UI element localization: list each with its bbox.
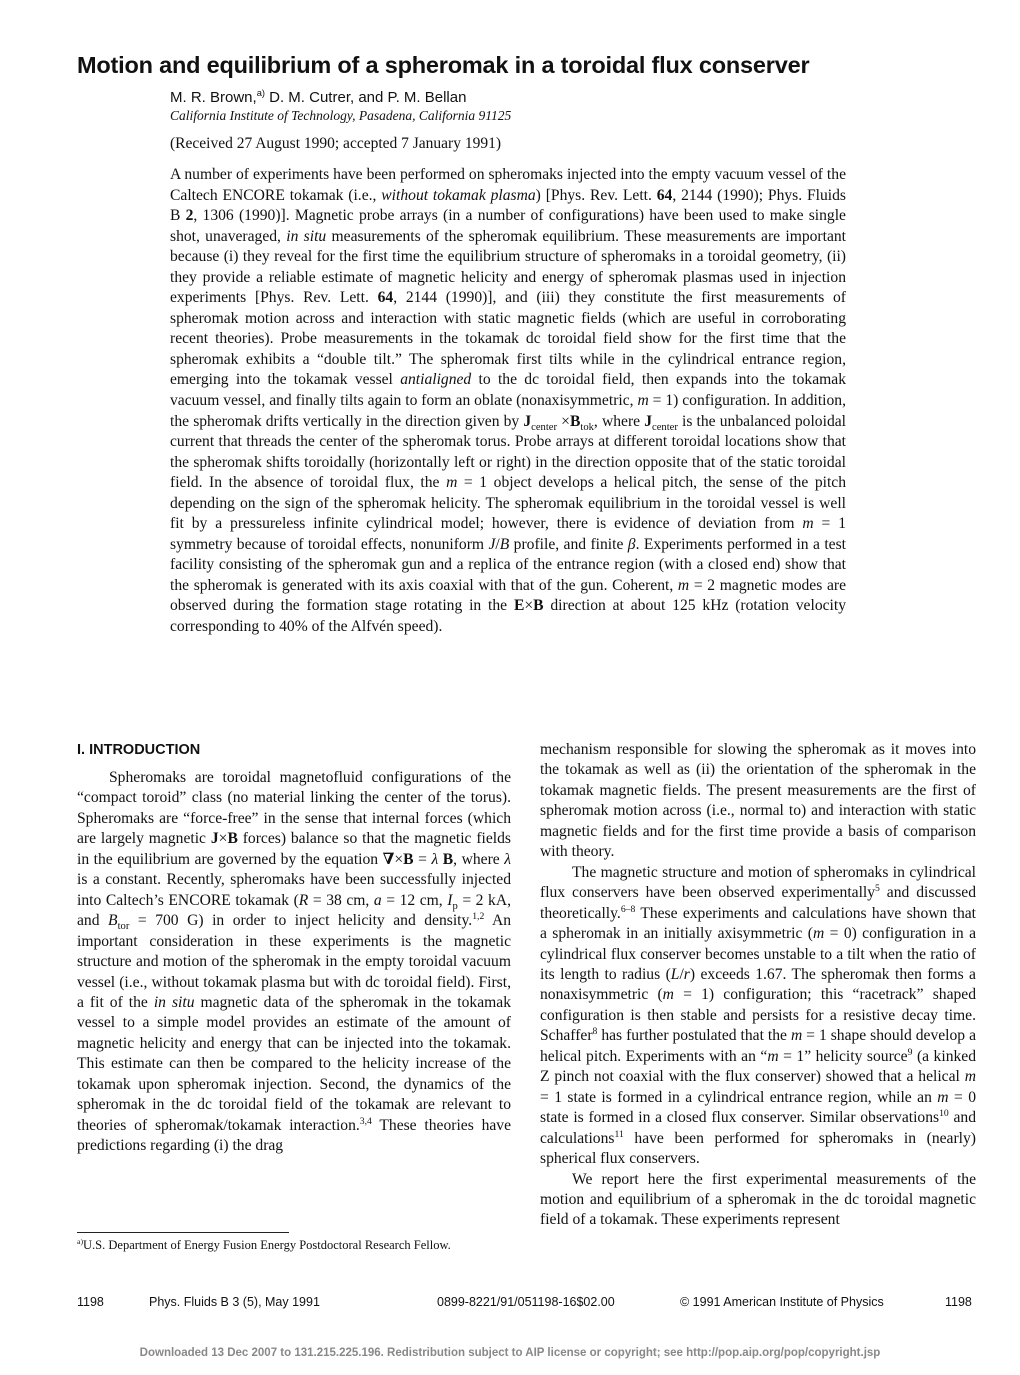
intro-paragraph: The magnetic structure and motion of spheromaks in cylindrical flux conservers have been observed experimentally$^5$ and discussed theoretically.$^{6-8}$ These experiments and calculations have shown that a spheromak in an initially axisymmetric (m = 0) configuration in a cylindrical flux conserver becomes unstable to a tilt when the ratio of its length to radius (L/r) exceeds 1.67. The spheromak then forms a nonaxisymmetric (m = 1) configuration; this “racetrack” shaped configuration is then stable and persists for a resistive decay time. Schaffer$^8$ has further postulated that the m = 1 shape should develop a helical pitch. Experiments with an “m = 1” helicity source$^9$ (a kinked Z pinch not coaxial with the flux conserver) showed that a helical m = 1 state is formed in a cylindrical entrance region, while an m = 0 state is formed in a closed flux conserver. Similar observations$^{10}$ and calculations$^{11}$ have been performed for spheromaks in (nearly) spherical flux conservers. [540, 863, 976, 1168]
author-footnote-mark: a) [256, 88, 265, 98]
received-dates: (Received 27 August 1990; accepted 7 January 1991) [170, 135, 502, 152]
paper-title: Motion and equilibrium of a spheromak in a toroidal flux conserver [77, 52, 810, 78]
affiliation: California Institute of Technology, Pasadena, California 91125 [170, 108, 512, 123]
author-list: M. R. Brown,$^{a)}$ D. M. Cutrer, and P. M. Bellan [170, 88, 467, 106]
left-column [77, 768, 511, 1157]
intro-paragraph-continued: mechanism responsible for slowing the spheromak as it moves into the tokamak as well as (ii) the orientation of the spheromak in the tokamak magnetic fields. The present measurements are the first of spheromak motion across (i.e., normal to) and interaction with static magnetic fields and for the first time provide a basis of comparison with theory. [540, 741, 976, 861]
intro-paragraph: We report here the first experimental measurements of the motion and equilibrium of a spheromak in the dc toroidal magnetic field of a tokamak. These experiments represent [540, 1170, 976, 1229]
download-notice: Downloaded 13 Dec 2007 to 131.215.225.196. Redistribution subject to AIP license or copyright; see http://pop.aip.org/pop/copyright.jsp [139, 1347, 881, 1359]
copyright-notice: © 1991 American Institute of Physics [680, 1295, 884, 1309]
section-heading: I. INTRODUCTION [77, 742, 201, 758]
right-column [540, 740, 976, 1231]
abstract: A number of experiments have been performed on spheromaks injected into the empty vacuum vessel of the Caltech ENCORE tokamak (i.e., without tokamak plasma) [Phys. Rev. Lett. 64, 2144 (1990); Phys. Fluids B 2, 1306 (1990)]. Magnetic probe arrays (in a number of configurations) have been used to make single shot, unaveraged, in situ measurements of the spheromak equilibrium. These measurements are important because (i) they reveal for the first time the equilibrium structure of spheromaks in a toroidal geometry, (ii) they provide a reliable estimate of magnetic helicity and energy of spheromak plasmas used in injection experiments [Phys. Rev. Lett. 64, 2144 (1990)], and (iii) they constitute the first measurements of spheromak motion across and interaction with static magnetic fields (which are useful in corroborating recent theories). Probe measurements in the tokamak dc toroidal field show for the first time that the spheromak exhibits a “double tilt.” The spheromak first tilts while in the cylindrical entrance region, emerging into the tokamak vessel antialigned to the dc toroidal field, then expands into the tokamak vacuum vessel, and finally tilts again to form an oblate (nonaxisymmetric, m = 1) configuration. In addition, the spheromak drifts vertically in the direction given by $J_{center} \times B_{tok}$, where $J_{center}$ is the unbalanced poloidal current that threads the center of the spheromak torus. Probe arrays at different toroidal locations show that the spheromak shifts toroidally (horizontally left or right) in the direction opposite that of the static toroidal field. In the absence of toroidal flux, the m = 1 object develops a helical pitch, the sense of the pitch depending on the sign of the spheromak helicity. The spheromak equilibrium in the toroidal vessel is well fit by a pressureless infinite cylindrical model; however, there is evidence of deviation from m = 1 symmetry because of toroidal effects, nonuniform J/B profile, and finite β. Experiments performed in a test facility consisting of the spheromak gun and a replica of the entrance region (with a closed end) show that the spheromak is generated with its axis coaxial with that of the gun. Coherent, m = 2 magnetic modes are observed during the formation stage rotating in the E×B direction at about 125 kHz (rotation velocity corresponding to 40% of the Alfvén speed). [170, 166, 847, 636]
footnote-mark: a) [77, 1236, 84, 1246]
footnote-text: U.S. Department of Energy Fusion Energy Postdoctoral Research Fellow. [83, 1238, 451, 1252]
page-number-left: 1198 [77, 1295, 104, 1309]
journal-citation: Phys. Fluids B 3 (5), May 1991 [149, 1295, 320, 1309]
page-number-right: 1198 [945, 1295, 972, 1309]
footnote [77, 1237, 511, 1253]
article-code: 0899-8221/91/051198-16$02.00 [437, 1295, 615, 1309]
intro-paragraph: Spheromaks are toroidal magnetofluid configurations of the “compact toroid” class (no material linking the center of the torus). Spheromaks are “force-free” in the sense that internal forces (which are largely magnetic J×B forces) balance so that the magnetic fields in the equilibrium are governed by the equation ∇×B = λ B, where λ is a constant. Recently, spheromaks have been successfully injected into Caltech’s ENCORE tokamak (R = 38 cm, a = 12 cm, $I_p = 2$ kA, and $B_{tor} = 700$ G) in order to inject helicity and density.$^{1,2}$ An important consideration in these experiments is the magnetic structure and motion of the spheromak in the empty toroidal vacuum vessel (i.e., without tokamak plasma but with dc toroidal field). First, a fit of the in situ magnetic data of the spheromak in the tokamak vessel to a simple model provides an estimate of the amount of magnetic helicity and energy that can be injected into the tokamak. This estimate can then be compared to the helicity increase of the tokamak upon spheromak injection. Second, the dynamics of the spheromak in the dc toroidal field of the tokamak are relevant to theories of spheromak/tokamak interaction.$^{3,4}$ These theories have predictions regarding (i) the drag [77, 769, 512, 1155]
footnote-divider [77, 1232, 289, 1233]
